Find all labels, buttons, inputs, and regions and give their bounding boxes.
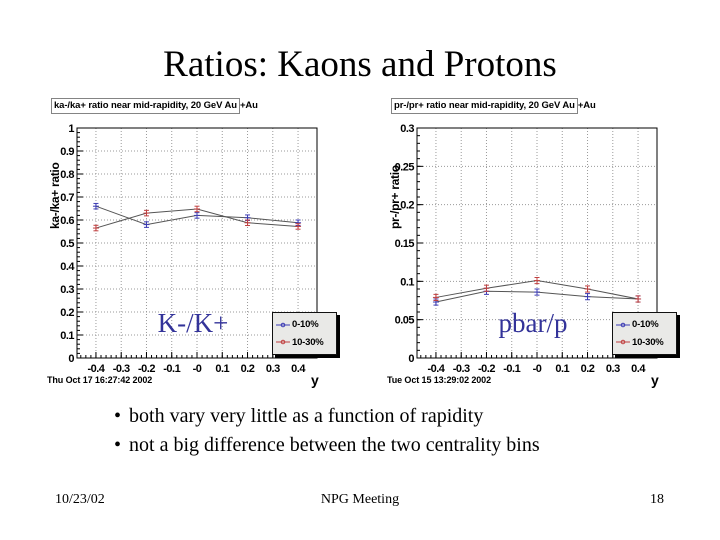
x-tick-label: -0.1 bbox=[163, 363, 181, 375]
x-axis-label: y bbox=[311, 372, 319, 388]
y-tick-label: 0 bbox=[68, 353, 74, 365]
y-tick-label: 0.9 bbox=[60, 146, 74, 158]
x-tick-label: -0.3 bbox=[112, 363, 130, 375]
x-tick-label: -0 bbox=[192, 363, 202, 375]
chart-title-box: pr-/pr+ ratio near mid-rapidity, 20 GeV Au bbox=[391, 98, 578, 114]
x-tick-label: 0.2 bbox=[580, 363, 595, 375]
x-tick-label: 0.4 bbox=[631, 363, 645, 375]
y-axis-label: pr-/pr+ ratio bbox=[388, 165, 402, 229]
footer-date: 10/23/02 bbox=[55, 492, 105, 507]
bullet-item bbox=[114, 431, 540, 460]
y-tick-label: 0.1 bbox=[400, 276, 414, 289]
kaon-ratio-chart bbox=[45, 96, 345, 396]
bullet-text: both vary very little as a function of rapidity bbox=[129, 405, 484, 427]
timestamp: Tue Oct 15 13:29:02 2002 bbox=[387, 375, 491, 385]
x-tick-label: -0.1 bbox=[503, 363, 521, 375]
x-tick-label: -0 bbox=[532, 363, 542, 375]
chart-title-tail: +Au bbox=[577, 100, 596, 111]
footer-meeting: NPG Meeting bbox=[320, 492, 400, 507]
y-tick-label: 0.2 bbox=[400, 199, 414, 212]
x-tick-label: 0.1 bbox=[555, 363, 570, 375]
y-tick-label: 0.3 bbox=[400, 123, 414, 135]
y-tick-label: 0.05 bbox=[394, 314, 414, 327]
x-tick-label: -0.2 bbox=[137, 363, 155, 375]
x-tick-label: 0.3 bbox=[605, 363, 620, 375]
y-tick-label: 0.4 bbox=[60, 261, 74, 273]
footer-page-number: 18 bbox=[650, 492, 664, 507]
chart-annotation: pbar/p bbox=[498, 308, 568, 338]
y-tick-label: 0.15 bbox=[394, 238, 414, 250]
legend-marker-icon bbox=[276, 337, 290, 347]
legend-marker-icon bbox=[616, 320, 630, 330]
legend bbox=[612, 312, 677, 355]
x-tick-label: -0.4 bbox=[87, 363, 105, 375]
legend-label: 0-10% bbox=[292, 319, 319, 331]
legend bbox=[272, 312, 337, 355]
bullet-icon: • bbox=[114, 434, 122, 456]
x-tick-label: 0.1 bbox=[215, 363, 230, 375]
legend-label: 0-10% bbox=[632, 319, 659, 331]
bullet-icon: • bbox=[114, 405, 122, 427]
bullet-text: not a big difference between the two centrality bins bbox=[129, 434, 540, 456]
legend-entry bbox=[276, 319, 336, 330]
y-tick-label: 0.5 bbox=[60, 238, 74, 250]
x-tick-label: -0.4 bbox=[427, 363, 445, 375]
y-axis-label: ka-/ka+ ratio bbox=[48, 162, 62, 229]
bullet-item bbox=[114, 402, 540, 431]
y-tick-label: 0.1 bbox=[60, 330, 74, 342]
y-tick-label: 0.3 bbox=[60, 284, 74, 296]
legend-entry bbox=[616, 319, 676, 330]
y-tick-label: 0.2 bbox=[60, 307, 74, 319]
legend-entry bbox=[616, 337, 676, 348]
bullet-list bbox=[114, 402, 540, 460]
x-tick-label: 0.4 bbox=[291, 363, 305, 375]
legend-marker-icon bbox=[276, 320, 290, 330]
legend-entry bbox=[276, 337, 336, 348]
timestamp: Thu Oct 17 16:27:42 2002 bbox=[47, 375, 153, 385]
chart-title-box: ka-/ka+ ratio near mid-rapidity, 20 GeV Au bbox=[51, 98, 240, 114]
x-axis-label: y bbox=[651, 372, 659, 388]
x-tick-label: -0.3 bbox=[452, 363, 470, 375]
x-tick-label: -0.2 bbox=[477, 363, 495, 375]
y-tick-label: 0.6 bbox=[60, 215, 74, 227]
x-tick-label: 0.2 bbox=[240, 363, 255, 375]
chart-title-tail: +Au bbox=[239, 100, 258, 111]
x-tick-label: 0.3 bbox=[265, 363, 280, 375]
slide-title: Ratios: Kaons and Protons bbox=[163, 44, 557, 85]
legend-marker-icon bbox=[616, 337, 630, 347]
y-tick-label: 0.7 bbox=[60, 192, 74, 204]
y-tick-label: 0.25 bbox=[394, 161, 414, 174]
proton-ratio-chart bbox=[385, 96, 685, 396]
y-tick-label: 0 bbox=[408, 353, 414, 365]
legend-label: 10-30% bbox=[292, 336, 324, 348]
y-tick-label: 1 bbox=[68, 123, 74, 135]
y-tick-label: 0.8 bbox=[60, 169, 74, 181]
chart-annotation: K-/K+ bbox=[157, 308, 229, 338]
legend-label: 10-30% bbox=[632, 336, 664, 348]
